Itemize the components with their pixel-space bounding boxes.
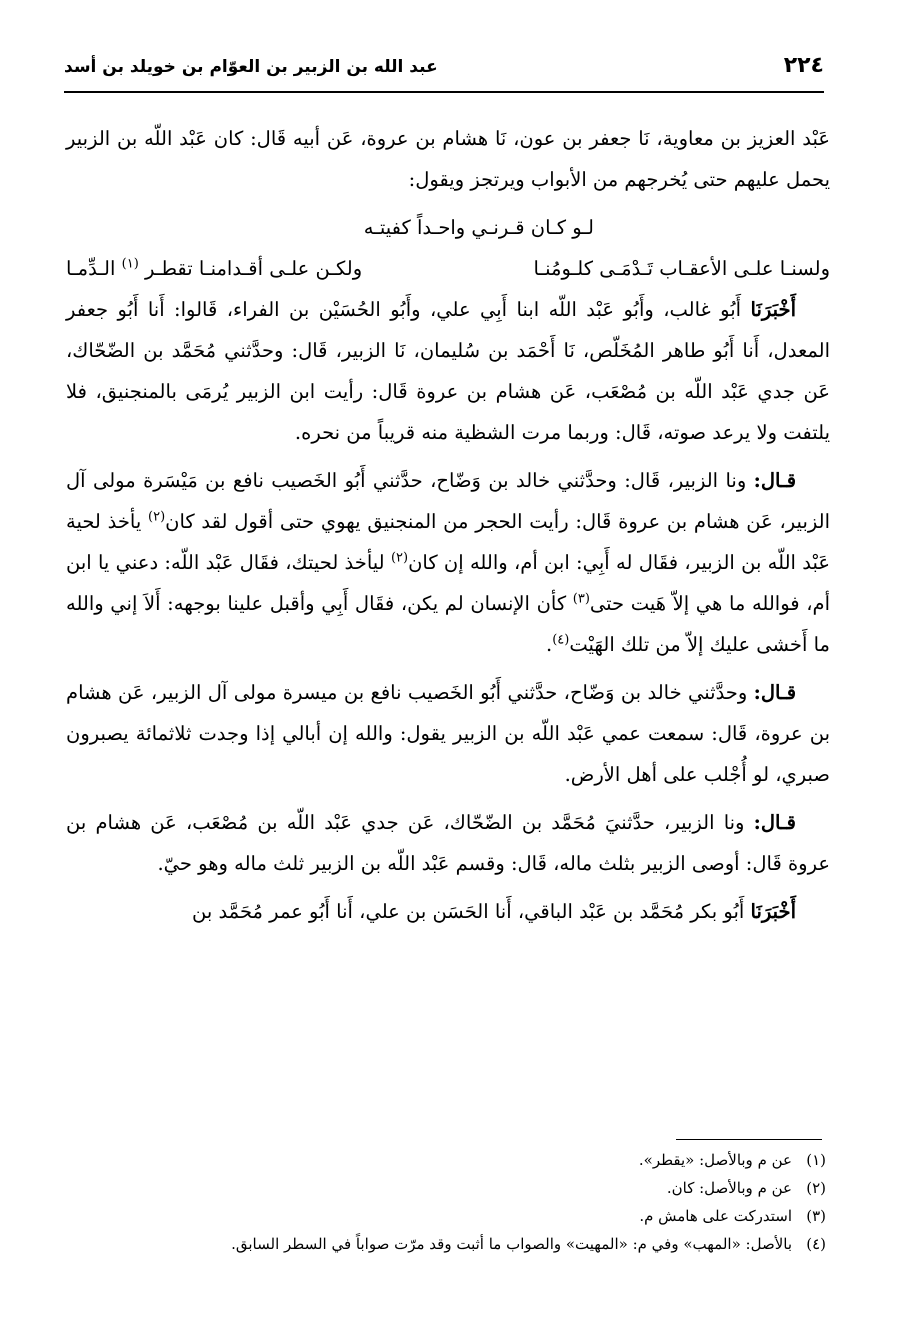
verse-2-second-text: ولكـن علـى أقـدامنـا تقطـر (144, 257, 363, 280)
footnote-number: (٢) (806, 1179, 826, 1197)
paragraph-1-text: عَبْد العزيز بن معاوية، نَا جعفر بن عون، نَا هشام بن عروة، عَن أبيه قَال: كان عَبْد اللّه بن الزبير يحمل عليهم حتى يُخرجهم من الأبواب ويرتجز ويقول: (66, 127, 830, 191)
footnote-ref-2b: (٢) (390, 550, 409, 566)
paragraph-3-lead: قـال: (753, 469, 797, 492)
page-header (64, 55, 824, 93)
footnote-text: عن م وبالأصل: «يقطر». (638, 1151, 792, 1169)
verse-2-second-hemistich (66, 248, 362, 289)
footnote-3 (66, 1202, 826, 1230)
paragraph-5-text: ونا الزبير، حدَّثنيَ مُحَمَّد بن الضّحّاك، عَن جدي عَبْد اللّه بن مُصْعَب، عَن هشام بن عروة قَال: أوصى الزبير بثلث ماله، قَال: وقسم عَبْد اللّه بن الزبير ثلث ماله وهو حيّ. (66, 811, 830, 875)
footnote-text: استدركت على هامش م. (639, 1207, 792, 1225)
footnote-number: (١) (806, 1151, 826, 1169)
footnote-ref-1: (١) (121, 256, 139, 272)
paragraph-3-part-a: ونا الزبير، قَال: وحدَّثني خالد بن وَضّاح، حدَّثني أَبُو الخَصيب نافع بن مَيْسَرة مولى آل الزبير، عَن هشام بن عروة قَال: رأيت الحجر من المنجنيق يهوي حتى أقول لقد كان (66, 469, 830, 533)
paragraph-4-text: وحدَّثني خالد بن وَضّاح، حدَّثني أَبُو الخَصيب نافع بن ميسرة مولى آل الزبير، عَن هشام بن عروة، قَال: سمعت عمي عَبْد اللّه بن الزبير يقول: والله إن أبالي إذا وجدت ثلاثمائة يصبرون صبري، لو أُجْلب على أهل الأرض. (66, 681, 830, 786)
paragraph-5-lead: قـال: (753, 811, 796, 834)
paragraph-2-text: أَبُو غالب، وأَبُو عَبْد اللّه ابنا أَبِي علي، وأَبُو الحُسَيْن بن الفراء، قَالوا: أَنا أَبُو جعفر المعدل، أَنا أَبُو طاهر المُخَلّص، نَا أَحْمَد بن سُليمان، نَا الزبير، قَال: وحدَّثني مُحَمَّد بن الضّحّاك، عَن جدي عَبْد اللّه بن مُصْعَب، عَن هشام بن عروة قَال: رأيت ابن الزبير يُرمَى بالمنجنيق، فلا يلتفت ولا يرعد صوته، قَال: وربما مرت الشظية منه قريباً من نحره. (66, 298, 830, 444)
footnote-ref-2a: (٢) (148, 509, 166, 525)
footnote-text: عن م وبالأصل: كان. (666, 1179, 792, 1197)
running-title: عبد الله بن الزبير بن العوّام بن خويلد بن أسد (64, 57, 438, 77)
paragraph-2-lead: أَخْبَرَنَا (750, 298, 796, 321)
paragraph-6 (66, 891, 830, 932)
footnote-ref-4: (٤) (552, 632, 570, 648)
footnotes (66, 1146, 826, 1258)
verse-line-1 (66, 207, 830, 248)
footnote-number: (٣) (806, 1207, 826, 1225)
footnote-number: (٤) (806, 1235, 826, 1253)
footnote-4 (66, 1230, 826, 1258)
paragraph-3-part-d: كأن الإنسان لم يكن، فقَال أَبِي وأقبل علينا بوجهه: أَلاَ إني والله ما أَخشى عليك إلاّ من تلك الهَيْت (66, 592, 830, 656)
body-text (66, 118, 830, 939)
page-number: ٢٢٤ (783, 53, 824, 78)
header-rule (64, 91, 824, 93)
paragraph-3-part-b: يأخذ لحية عَبْد اللّه بن الزبير، فقَال له أَبِي: ابن أم، والله إن كان (66, 510, 831, 574)
verse-2-first-hemistich: ولسنـا علـى الأعقـاب تَـدْمَـى كلـومُنـا (533, 257, 830, 280)
footnote-1 (66, 1146, 826, 1174)
verse-2-end-word: الـدِّمـا (66, 257, 116, 280)
paragraph-4 (66, 672, 830, 795)
verse-line-2 (66, 248, 830, 289)
paragraph-6-text: أَبُو بكر مُحَمَّد بن عَبْد الباقي، أَنا الحَسَن بن علي، أَنا أَبُو عمر مُحَمَّد بن (191, 900, 745, 923)
paragraph-3-end: . (546, 633, 553, 656)
paragraph-5 (66, 802, 830, 884)
paragraph-3 (66, 460, 830, 665)
paragraph-6-lead: أَخْبَرَنَا (750, 900, 796, 923)
footnote-ref-3: (٣) (572, 591, 590, 607)
paragraph-2 (66, 289, 830, 453)
verse-1-hemistich: لـو كـان قـرنـي واحـداً كفيتـه (363, 216, 594, 239)
footnote-rule (676, 1139, 822, 1140)
footnote-2 (66, 1174, 826, 1202)
paragraph-4-lead: قـال: (753, 681, 797, 704)
footnote-text: بالأصل: «المهب» وفي م: «المهيت» والصواب ما أثبت وقد مرّت صواباً في السطر السابق. (231, 1235, 792, 1253)
paragraph-3-part-c: ليأخذ لحيتك، فقَال عَبْد اللّه: دعني يا ابن أم، فوالله ما هي إلاّ هَيت حتى (66, 551, 831, 615)
paragraph-1 (66, 118, 830, 200)
